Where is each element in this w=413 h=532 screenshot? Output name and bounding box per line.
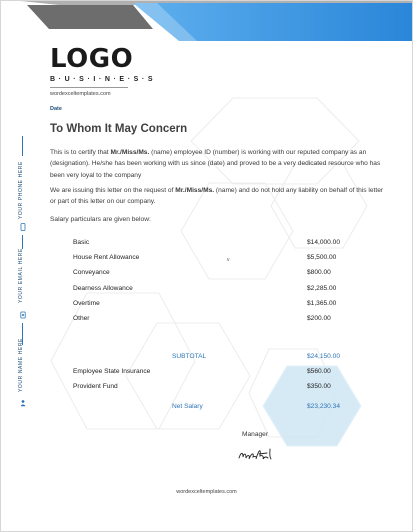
- deduction-value: $350.00: [307, 383, 331, 390]
- header-website: wordexceltemplates.com: [50, 91, 111, 97]
- salary-item-value: $200.00: [307, 315, 331, 322]
- header-banner: [1, 1, 412, 41]
- sidebar-phone: YOUR PHONE HERE: [18, 161, 24, 219]
- request-paragraph: We are issuing this letter on the request of Mr./Miss/Ms. (name) and do not hold any liability on behalf of this letter or part of this letter on our company.: [50, 187, 384, 206]
- person-icon: [20, 399, 26, 407]
- salary-item-label: Other: [73, 315, 90, 322]
- sidebar-divider: [22, 136, 23, 156]
- deduction-label: Provident Fund: [73, 383, 118, 390]
- logo: LOGO: [50, 44, 134, 74]
- salary-item-label: Dearness Allowance: [73, 285, 133, 292]
- salary-item-value: $14,000.00: [307, 239, 341, 246]
- salary-item-label: Conveyance: [73, 269, 110, 276]
- salary-item-value: $2,285.00: [307, 285, 337, 292]
- salary-intro: Salary particulars are given below:: [50, 216, 151, 223]
- sidebar-divider: [22, 235, 23, 249]
- email-icon: [20, 311, 26, 319]
- subtotal-label: SUBTOTAL: [172, 353, 207, 360]
- sidebar-email: YOUR EMAIL HERE: [18, 248, 24, 303]
- logo-tagline: B·U·S·I·N·E·S·S: [50, 76, 157, 83]
- salary-item-value: $800.00: [307, 269, 331, 276]
- footer-website: wordexceltemplates.com: [176, 489, 237, 495]
- date-label: Date: [50, 106, 62, 112]
- net-salary-label: Net Salary: [172, 403, 203, 410]
- net-salary-value: $23,230.34: [307, 403, 341, 410]
- salary-item-label: Overtime: [73, 300, 100, 307]
- phone-icon: [20, 223, 26, 231]
- manager-label: Manager: [242, 431, 269, 438]
- salary-item-label: Basic: [73, 239, 90, 246]
- deduction-label: Employee State Insurance: [73, 368, 151, 375]
- sidebar-name: YOUR NAME HERE: [18, 338, 24, 392]
- logo-divider: [50, 87, 128, 88]
- salary-item-value: $5,500.00: [307, 254, 337, 261]
- subtotal-value: $24,150.00: [307, 353, 341, 360]
- stray-mark: v: [227, 257, 230, 263]
- certification-paragraph: This is to certify that Mr./Miss/Ms. (name) employee ID (number) is working with our reputed company as an (designation). He/she has been working with us since (date) and proved to be a very dedicated resource who has been very loyal to the company: [50, 149, 381, 179]
- signature-image: [237, 444, 277, 464]
- salary-item-label: House Rent Allowance: [73, 254, 140, 261]
- letter-title: To Whom It May Concern: [50, 123, 188, 135]
- salary-item-value: $1,365.00: [307, 300, 337, 307]
- deduction-value: $560.00: [307, 368, 331, 375]
